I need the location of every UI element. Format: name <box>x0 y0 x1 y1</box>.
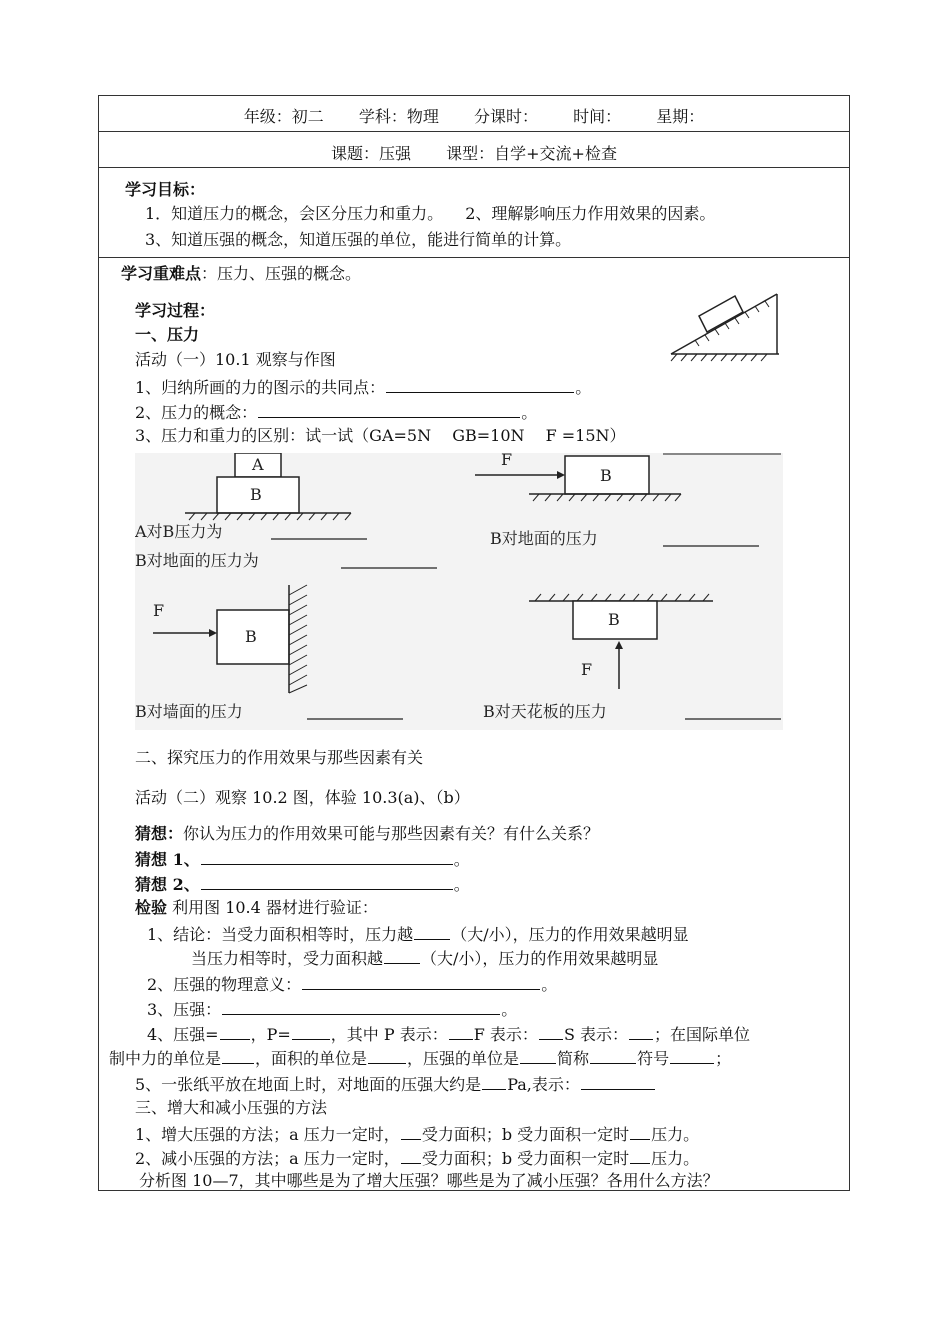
increase-pressure <box>135 1123 699 1145</box>
answer-blank[interactable] <box>222 998 500 1015</box>
topic: 课题：压强 <box>331 144 412 163</box>
answer-blank[interactable] <box>258 401 520 418</box>
answer-blank[interactable] <box>386 376 574 393</box>
guess-2 <box>135 873 470 895</box>
label-f: F <box>581 660 593 679</box>
section-1-title: 一、压力 <box>135 325 200 344</box>
analysis-question: 分析图 10—7，其中哪些是为了增大压强？哪些是为了减小压强？各用什么方法？ <box>139 1171 719 1190</box>
diagram-b-ground-force <box>475 453 781 548</box>
grade: 年级：初二 <box>243 107 324 126</box>
key-points <box>121 264 361 284</box>
answer-blank[interactable] <box>220 1023 250 1040</box>
guess-2-label: 猜想 2、 <box>135 875 200 894</box>
divider <box>99 167 849 168</box>
guess-1-label: 猜想 1、 <box>135 850 200 869</box>
activity-2: 活动（二）观察 10.2 图，体验 10.3(a)、（b） <box>135 788 470 807</box>
force-diagrams <box>135 453 783 730</box>
objectives-title: 学习目标： <box>125 180 206 199</box>
period: 。 <box>501 1000 518 1019</box>
subject: 学科：物理 <box>358 107 439 126</box>
method-text: 压力。 <box>651 1125 700 1144</box>
label-b: B <box>600 466 612 485</box>
method-text: 受力面积；b 受力面积一定时 <box>421 1125 630 1144</box>
guess-text: 你认为压力的作用效果可能与那些因素有关？有什么关系？ <box>183 824 600 843</box>
answer-blank[interactable] <box>302 973 540 990</box>
worksheet-frame <box>98 95 850 1191</box>
caption-b-on-wall: B对墙面的压力 <box>135 702 243 721</box>
conclusion-1a: 1、结论：当受力面积相等时，压力越 <box>147 925 414 944</box>
answer-blank[interactable] <box>401 1123 421 1140</box>
answer-blank[interactable] <box>629 1023 653 1040</box>
answer-blank[interactable] <box>590 1047 636 1064</box>
label-b: B <box>608 610 620 629</box>
caption-a-on-b: A对B压力为 <box>135 522 223 541</box>
period: 。 <box>453 875 470 894</box>
period: 。 <box>521 403 538 422</box>
answer-blank[interactable] <box>222 1047 254 1064</box>
question-1 <box>135 376 591 398</box>
guess-label: 猜想： <box>135 824 184 843</box>
answer-blank[interactable] <box>449 1023 473 1040</box>
units-text: 符号 <box>637 1049 670 1068</box>
decrease-pressure <box>135 1147 699 1169</box>
diagram-a-on-b <box>135 453 437 570</box>
objective-2-text: 2、理解影响压力作用效果的因素。 <box>465 204 716 223</box>
diagram-b-ceiling <box>483 594 781 721</box>
process-title: 学习过程： <box>135 301 216 320</box>
paper-pressure-text: Pa,表示： <box>507 1075 580 1094</box>
period: 。 <box>541 975 558 994</box>
formula-text: ，P= <box>250 1025 291 1044</box>
guess-1 <box>135 848 470 870</box>
answer-blank[interactable] <box>414 923 450 940</box>
activity-1: 活动（一）10.1 观察与作图 <box>135 350 336 369</box>
conclusion-1-cont <box>191 947 658 969</box>
weekday: 星期： <box>656 107 705 126</box>
answer-blank[interactable] <box>670 1047 714 1064</box>
pressure-definition <box>147 998 517 1020</box>
paper-pressure-text: 5、一张纸平放在地面上时，对地面的压强大约是 <box>135 1075 482 1094</box>
method-text: 1、增大压强的方法；a 压力一定时， <box>135 1125 400 1144</box>
key-points-label: 学习重难点 <box>121 264 202 283</box>
answer-blank[interactable] <box>201 873 453 890</box>
check-line <box>135 898 378 918</box>
pressure-formula <box>147 1023 750 1045</box>
lesson-type: 课型：自学+交流+检查 <box>446 144 617 163</box>
units-text: ； <box>715 1049 732 1068</box>
label-b: B <box>245 627 257 646</box>
caption-b-on-ground-2: B对地面的压力 <box>490 529 598 548</box>
answer-blank[interactable] <box>539 1023 563 1040</box>
header-row-2 <box>99 141 849 164</box>
conclusion-1b: （大/小），压力的作用效果越明显 <box>451 925 689 944</box>
objective-1-text: 1．知道压力的概念，会区分压力和重力。 <box>145 204 444 223</box>
paper-pressure <box>135 1073 656 1095</box>
incline-block-figure <box>665 288 783 366</box>
check-label: 检验 <box>135 898 168 917</box>
conclusion-1c: 当压力相等时，受力面积越 <box>191 949 384 968</box>
units-text: 简称 <box>557 1049 590 1068</box>
answer-blank[interactable] <box>401 1147 421 1164</box>
label-f: F <box>501 453 513 469</box>
caption-b-on-ceiling: B对天花板的压力 <box>483 702 607 721</box>
objective-1 <box>145 204 715 224</box>
units-text: 制中力的单位是 <box>109 1049 222 1068</box>
question-2 <box>135 401 537 423</box>
divider <box>99 131 849 132</box>
formula-text: ；在国际单位 <box>654 1025 751 1044</box>
answer-blank[interactable] <box>368 1047 406 1064</box>
time: 时间： <box>573 107 622 126</box>
period: 。 <box>575 378 592 397</box>
section-3-title: 三、增大和减小压强的方法 <box>135 1098 328 1117</box>
pressure-definition-text: 3、压强： <box>147 1000 222 1019</box>
period: 。 <box>453 850 470 869</box>
formula-text: F 表示： <box>473 1025 538 1044</box>
header-row-1 <box>99 104 849 127</box>
answer-blank[interactable] <box>292 1023 330 1040</box>
method-text: 压力。 <box>651 1149 700 1168</box>
divider <box>99 257 849 258</box>
conclusion-1d: （大/小），压力的作用效果越明显 <box>421 949 659 968</box>
pressure-meaning <box>147 973 557 995</box>
question-2-text: 2、压力的概念： <box>135 403 258 422</box>
label-b: B <box>250 485 262 504</box>
diagram-b-wall <box>135 585 403 721</box>
units-text: ，面积的单位是 <box>255 1049 368 1068</box>
caption-b-on-ground: B对地面的压力为 <box>135 551 259 570</box>
method-text: 受力面积；b 受力面积一定时 <box>421 1149 630 1168</box>
force-diagrams-svg <box>135 453 783 730</box>
answer-blank[interactable] <box>581 1073 655 1090</box>
objective-3: 3、知道压强的概念，知道压强的单位，能进行简单的计算。 <box>145 230 572 249</box>
answer-blank[interactable] <box>630 1123 650 1140</box>
units-text: ，压强的单位是 <box>407 1049 520 1068</box>
answer-blank[interactable] <box>482 1073 506 1090</box>
formula-text: S 表示： <box>563 1025 628 1044</box>
pressure-units <box>109 1047 731 1069</box>
answer-blank[interactable] <box>201 848 453 865</box>
check-text: 利用图 10.4 器材进行验证： <box>167 898 378 917</box>
method-text: 2、减小压强的方法；a 压力一定时， <box>135 1149 400 1168</box>
conclusion-1 <box>147 923 689 945</box>
section-2-title: 二、探究压力的作用效果与那些因素有关 <box>135 748 424 767</box>
formula-text: 4、压强= <box>147 1025 219 1044</box>
guess-prompt <box>135 824 599 844</box>
answer-blank[interactable] <box>520 1047 556 1064</box>
lesson-period: 分课时： <box>473 107 538 126</box>
answer-blank[interactable] <box>384 947 420 964</box>
label-a: A <box>252 455 264 474</box>
answer-blank[interactable] <box>630 1147 650 1164</box>
question-1-text: 1、归纳所画的力的图示的共同点： <box>135 378 386 397</box>
label-f: F <box>153 601 165 620</box>
formula-text: ，其中 P 表示： <box>330 1025 448 1044</box>
pressure-meaning-text: 2、压强的物理意义： <box>147 975 302 994</box>
question-3: 3、压力和重力的区别：试一试（GA=5N GB=10N F =15N） <box>135 426 626 445</box>
key-points-text: ：压力、压强的概念。 <box>201 264 362 283</box>
